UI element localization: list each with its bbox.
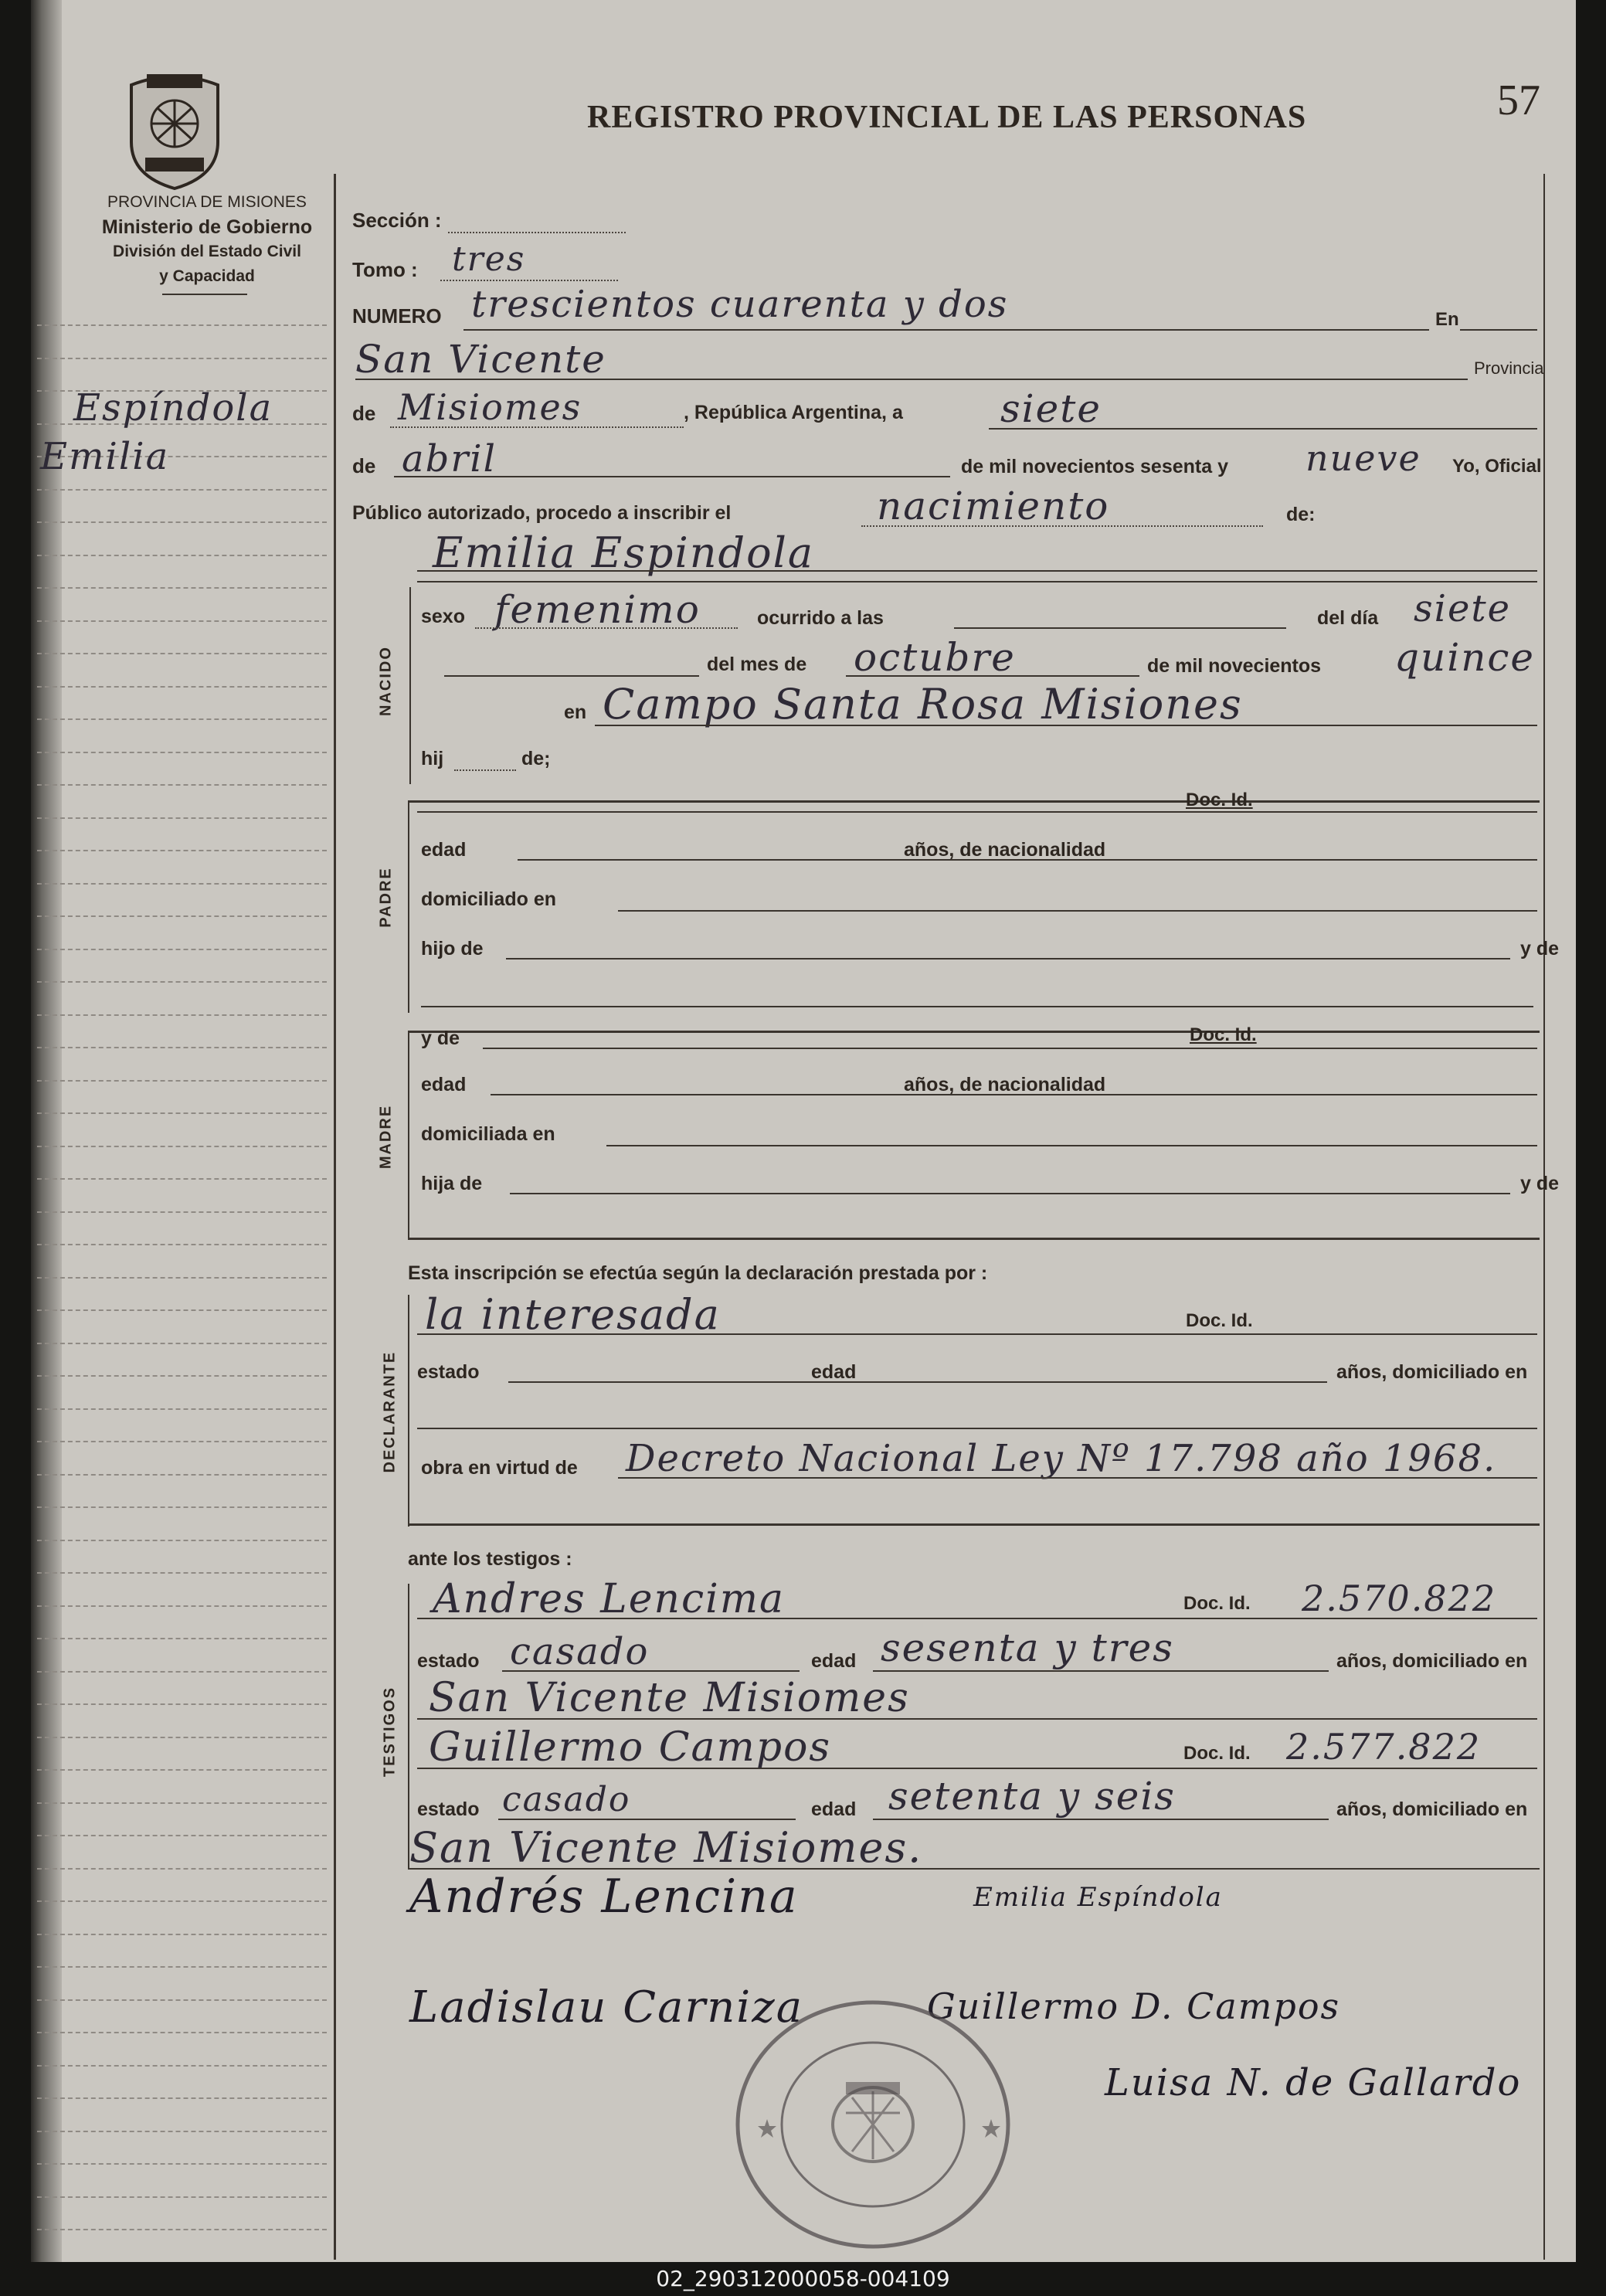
padre-nac-label: años, de nacionalidad: [904, 839, 1106, 861]
margin-ruled-line: [37, 2196, 327, 2198]
declarante-blank-line: [417, 1428, 1537, 1429]
margin-ruled-line: [37, 817, 327, 819]
padre-line-2: [417, 811, 1537, 813]
witness2-doc: 2.577.822: [1286, 1726, 1482, 1768]
province-line: [390, 426, 684, 428]
margin-ruled-line: [37, 1802, 327, 1804]
tomo-label: Tomo :: [352, 258, 418, 281]
margin-surname: Espíndola: [73, 386, 273, 430]
margin-ruled-line: [37, 915, 327, 917]
margin-ruled-line: [37, 587, 327, 589]
margin-ruled-line: [37, 1966, 327, 1968]
witness2-edad-label: edad: [811, 1798, 857, 1820]
declarante-bracket: [408, 1295, 409, 1527]
witness2-estado: casado: [502, 1780, 631, 1819]
declarante-section-label: DECLARANTE: [381, 1350, 399, 1473]
declarante-name: la interesada: [425, 1290, 721, 1339]
margin-ruled-line: [37, 1146, 327, 1147]
padre-top-line: [408, 800, 1540, 803]
margin-ruled-line: [37, 2065, 327, 2067]
right-border: [1543, 174, 1545, 2260]
sexo-label: sexo: [421, 606, 465, 627]
de-label-2: de: [352, 454, 376, 477]
margin-ruled-line: [37, 1343, 327, 1344]
madre-section-label: MADRE: [377, 1104, 395, 1170]
margin-ruled-line: [37, 358, 327, 359]
book-binding-edge: [31, 0, 62, 2262]
madre-domicilio-line: [606, 1145, 1537, 1146]
madre-nac-label: años, de nacionalidad: [904, 1074, 1106, 1095]
signature-official: Ladislau Carniza: [409, 1982, 804, 2033]
nacido-year-value: quince: [1394, 635, 1535, 680]
witness1-edad-line: [873, 1670, 1329, 1672]
division-label: División del Estado Civil: [113, 243, 301, 260]
padre-bracket: [408, 800, 409, 1013]
mes-pre-line: [444, 675, 699, 677]
del-dia-label: del día: [1317, 607, 1379, 629]
witness2-domicilio-label: años, domiciliado en: [1336, 1798, 1528, 1820]
signature-declarant: Emilia Espíndola: [973, 1882, 1223, 1913]
place-value: San Vicente: [355, 337, 606, 382]
divider: [162, 294, 247, 295]
madre-bottom-line: [408, 1238, 1540, 1240]
witness1-edad-label: edad: [811, 1650, 857, 1672]
obra-line: [618, 1477, 1537, 1479]
witness1-estado: casado: [510, 1630, 650, 1673]
sexo-line: [475, 627, 738, 629]
padre-section-label: PADRE: [377, 867, 395, 928]
margin-ruled-line: [37, 1638, 327, 1639]
witness1-domicilio-label: años, domiciliado en: [1336, 1650, 1528, 1672]
madre-top-line: [408, 1031, 1540, 1033]
margin-divider: [334, 174, 336, 2260]
margin-ruled-line: [37, 1112, 327, 1114]
declarante-estado-line: [508, 1381, 1327, 1383]
nacido-section-label: NACIDO: [377, 646, 395, 716]
del-mes-label: del mes de: [707, 654, 807, 675]
margin-ruled-line: [37, 1047, 327, 1048]
en-label: En: [1435, 309, 1459, 330]
margin-ruled-line: [37, 850, 327, 851]
month-line: [394, 476, 950, 477]
margin-ruled-line: [37, 686, 327, 688]
witness1-edad: sesenta y tres: [881, 1625, 1174, 1670]
margin-ruled-line: [37, 2163, 327, 2165]
witness1-estado-line: [502, 1670, 800, 1672]
witness1-name: Andres Lencima: [433, 1576, 786, 1622]
margin-ruled-line: [37, 324, 327, 326]
witness1-domicilio-line: [417, 1718, 1537, 1720]
margin-ruled-line: [37, 2097, 327, 2099]
declarante-name-line: [417, 1333, 1537, 1335]
oficial-label: Yo, Oficial: [1452, 456, 1542, 477]
margin-ruled-line: [37, 2032, 327, 2033]
margin-ruled-line: [37, 1703, 327, 1705]
witness2-edad: setenta y seis: [888, 1774, 1176, 1819]
margin-ruled-line: [37, 1408, 327, 1410]
day-line: [989, 428, 1537, 430]
place-line: [355, 379, 1468, 380]
act-line: [861, 525, 1263, 527]
margin-given-name: Emilia: [40, 435, 170, 478]
madre-y-de-line: [483, 1048, 1537, 1049]
witness2-domicilio: San Vicente Misiomes.: [409, 1823, 923, 1872]
margin-ruled-line: [37, 1540, 327, 1541]
margin-ruled-line: [37, 1277, 327, 1279]
margin-ruled-line: [37, 1671, 327, 1673]
numero-line: [463, 329, 1429, 331]
padre-doc-label: Doc. Id.: [1186, 790, 1253, 810]
testigos-intro: ante los testigos :: [408, 1548, 572, 1570]
margin-ruled-line: [37, 1375, 327, 1377]
margin-ruled-line: [37, 2131, 327, 2132]
act-value: nacimiento: [877, 484, 1110, 528]
lugar-value: Campo Santa Rosa Misiones: [603, 680, 1243, 729]
margin-ruled-line: [37, 1178, 327, 1180]
margin-ruled-line: [37, 1572, 327, 1574]
witness2-name: Guillermo Campos: [429, 1724, 832, 1771]
padre-hijo-label: hijo de: [421, 938, 484, 959]
margin-ruled-line: [37, 1441, 327, 1442]
year-value: nueve: [1306, 437, 1421, 479]
en-label-2: en: [564, 701, 587, 723]
padre-hijo-line: [506, 958, 1510, 959]
padre-final-line: [421, 1006, 1533, 1007]
nacido-name: Emilia Espindola: [433, 528, 815, 577]
margin-ruled-line: [37, 1014, 327, 1016]
margin-ruled-line: [37, 718, 327, 720]
padre-domicilio-label: domiciliado en: [421, 888, 557, 910]
margin-ruled-line: [37, 521, 327, 523]
en-line: [1460, 329, 1537, 331]
margin-ruled-line: [37, 1080, 327, 1082]
sexo-value: femenimo: [494, 587, 701, 632]
division-label-2: y Capacidad: [159, 267, 255, 285]
province-value: Misiomes: [398, 386, 582, 428]
witness2-estado-label: estado: [417, 1798, 480, 1820]
mes-line: [846, 675, 1139, 677]
month-value: abril: [402, 437, 497, 481]
provincial-crest-icon: [124, 68, 226, 190]
nacido-de-label: de;: [521, 748, 551, 769]
witness2-name-line: [417, 1768, 1537, 1769]
hij-label: hij: [421, 748, 444, 769]
witness1-doc-label: Doc. Id.: [1183, 1593, 1251, 1614]
margin-ruled-line: [37, 1769, 327, 1771]
margin-ruled-line: [37, 1934, 327, 1935]
lugar-line: [595, 725, 1537, 726]
provincia-label: Provincia: [1474, 358, 1544, 378]
de-colon: de:: [1286, 504, 1316, 525]
nacido-bracket: [409, 587, 411, 784]
dia-value: siete: [1414, 587, 1512, 630]
witness2-doc-label: Doc. Id.: [1183, 1743, 1251, 1764]
padre-edad-label: edad: [421, 839, 467, 861]
margin-ruled-line: [37, 752, 327, 753]
madre-y-de-end: y de: [1520, 1173, 1560, 1194]
image-code-footer: 02_290312000058-004109: [0, 2262, 1606, 2296]
document-title: REGISTRO PROVINCIAL DE LAS PERSONAS: [587, 100, 1307, 135]
registry-page: [31, 0, 1576, 2262]
declarante-doc-label: Doc. Id.: [1186, 1310, 1253, 1331]
margin-ruled-line: [37, 1474, 327, 1476]
tomo-line: [440, 280, 618, 281]
tomo-value: tres: [452, 239, 526, 279]
madre-y-de-label: y de: [421, 1027, 460, 1049]
margin-ruled-line: [37, 1835, 327, 1836]
nacido-name-line: [417, 570, 1537, 572]
mil-label: de mil novecientos: [1147, 655, 1322, 677]
ocurrido-label: ocurrido a las: [757, 607, 884, 629]
testigos-section-label: TESTIGOS: [381, 1686, 399, 1778]
margin-ruled-line: [37, 1244, 327, 1245]
signature-witness2: Guillermo D. Campos: [927, 1985, 1341, 2027]
year-label: de mil novecientos sesenta y: [961, 456, 1228, 477]
margin-ruled-line: [37, 1868, 327, 1870]
witness1-estado-label: estado: [417, 1650, 480, 1672]
margin-ruled-line: [37, 883, 327, 885]
margin-ruled-line: [37, 489, 327, 491]
witness2-edad-line: [873, 1819, 1329, 1820]
margin-ruled-line: [37, 1605, 327, 1607]
declarante-intro: Esta inscripción se efectúa según la declaración prestada por :: [408, 1262, 988, 1284]
seccion-label: Sección :: [352, 209, 442, 232]
margin-ruled-line: [37, 949, 327, 950]
margin-ruled-line: [37, 981, 327, 983]
numero-value: trescientos cuarenta y dos: [471, 283, 1009, 326]
obra-label: obra en virtud de: [421, 1457, 578, 1479]
margin-ruled-line: [37, 2229, 327, 2230]
madre-domicilio-label: domiciliada en: [421, 1123, 555, 1145]
official-seal-icon: [730, 1997, 1016, 2252]
declarante-estado-label: estado: [417, 1361, 480, 1383]
margin-ruled-line: [37, 1900, 327, 1902]
margin-ruled-line: [37, 1737, 327, 1738]
margin-ruled-line: [37, 1999, 327, 2001]
witness2-estado-line: [498, 1819, 796, 1820]
page-number: 57: [1497, 76, 1540, 124]
margin-ruled-line: [37, 1309, 327, 1311]
declarante-bottom-line: [408, 1523, 1540, 1526]
signature-registrar: Luisa N. de Gallardo: [1105, 2061, 1522, 2104]
ministry-label: Ministerio de Gobierno: [101, 216, 313, 238]
republica-label: , República Argentina, a: [684, 402, 903, 423]
day-value: siete: [1000, 386, 1102, 431]
mes-value: octubre: [854, 635, 1016, 680]
witness1-domicilio: San Vicente Misiomes: [429, 1675, 910, 1721]
de-label: de: [352, 402, 376, 425]
madre-hija-line: [510, 1193, 1510, 1194]
publico-label: Público autorizado, procedo a inscribir el: [352, 502, 732, 524]
margin-ruled-line: [37, 1211, 327, 1213]
signature-witness1: Andrés Lencina: [409, 1870, 799, 1924]
declarante-domicilio-label: años, domiciliado en: [1336, 1361, 1528, 1383]
obra-value: Decreto Nacional Ley Nº 17.798 año 1968.: [626, 1437, 1497, 1480]
numero-label: NUMERO: [352, 304, 442, 328]
margin-ruled-line: [37, 555, 327, 556]
declarante-edad-label: edad: [811, 1361, 857, 1383]
margin-ruled-line: [37, 784, 327, 786]
margin-ruled-line: [37, 1506, 327, 1508]
madre-edad-label: edad: [421, 1074, 467, 1095]
ocurrido-line: [954, 627, 1286, 629]
padre-y-de-label: y de: [1520, 938, 1560, 959]
seccion-line: [448, 232, 626, 233]
madre-doc-label: Doc. Id.: [1190, 1024, 1257, 1045]
province-label: PROVINCIA DE MISIONES: [107, 193, 307, 211]
madre-hija-label: hija de: [421, 1173, 483, 1194]
madre-bracket: [408, 1031, 409, 1239]
margin-ruled-line: [37, 620, 327, 622]
hij-line: [454, 769, 516, 771]
margin-ruled-line: [37, 653, 327, 654]
nacido-name-line-2: [417, 581, 1537, 582]
padre-domicilio-line: [618, 910, 1537, 912]
witness1-doc: 2.570.822: [1302, 1578, 1497, 1619]
